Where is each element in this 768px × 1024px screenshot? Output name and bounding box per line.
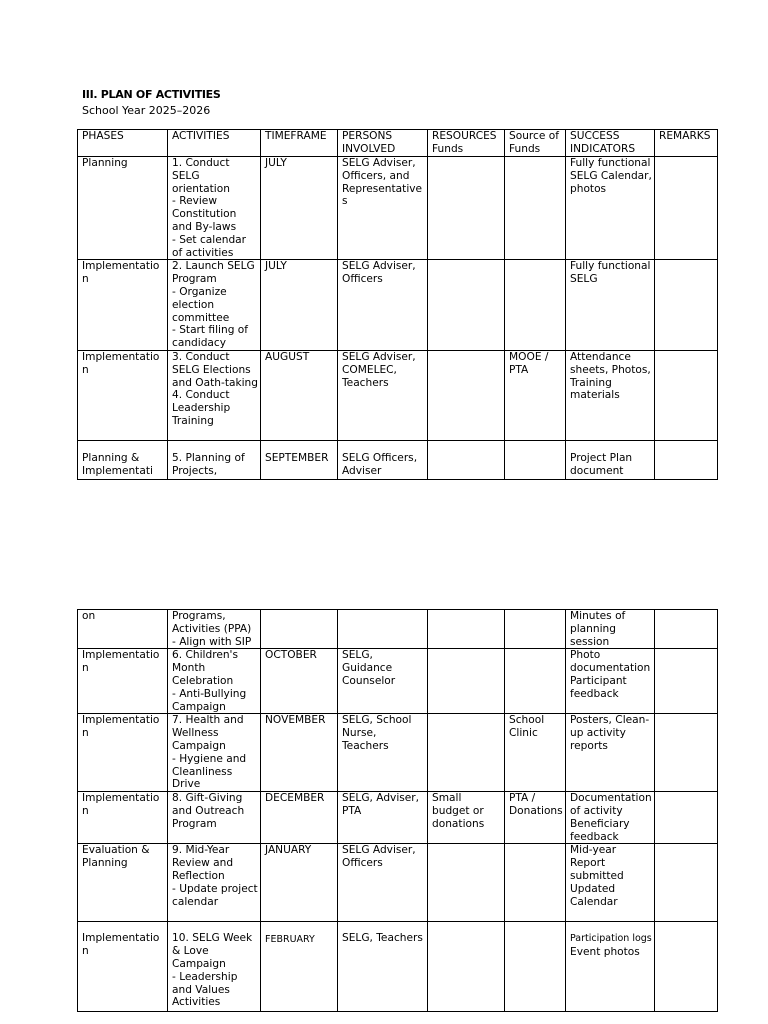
persons-cell: SELG, Guidance Counselor [338,649,428,714]
phase-cell: Implementation [78,792,168,844]
timeframe-cell: OCTOBER [261,649,338,714]
source-cell [505,157,566,260]
table-row [78,714,718,792]
timeframe-cell: FEBRUARY [261,922,338,1012]
resources-cell [428,844,505,922]
source-cell: PTA / Donations [505,792,566,844]
activity-line: 9. Mid-Year Review and Reflection [172,844,234,882]
phase-cell: Implementation [78,714,168,792]
activities-cell [168,157,261,260]
indicators-cell [566,922,655,1012]
indicators-cell [566,844,655,922]
remarks-cell [655,260,718,351]
activity-line: 10. SELG Week & Love Campaign [172,932,253,970]
indicator-line: Fully functional SELG [570,260,651,286]
indicators-cell [566,610,655,649]
persons-cell: SELG Adviser, COMELEC, Teachers [338,350,428,440]
table-row [78,844,718,922]
remarks-cell [655,844,718,922]
persons-cell: SELG, Teachers [338,922,428,1012]
timeframe-cell [261,610,338,649]
source-cell [505,649,566,714]
activity-line: 1. Conduct SELG orientation [172,157,230,195]
phase-cell: Implementation [78,260,168,351]
resources-cell [428,440,505,479]
activity-line: 4. Conduct Leadership Training [172,389,231,427]
remarks-cell [655,714,718,792]
activity-line: 6. Children's Month Celebration [172,649,238,687]
indicator-line: Documentation of activity [570,792,652,817]
activities-cell [168,350,261,440]
source-cell [505,844,566,922]
persons-cell [338,610,428,649]
remarks-cell [655,610,718,649]
persons-cell: SELG Adviser, Officers, and Representatives [338,157,428,260]
remarks-cell [655,350,718,440]
activities-cell [168,922,261,1012]
resources-cell [428,610,505,649]
timeframe-cell: JULY [261,260,338,351]
activity-line: 7. Health and Wellness Campaign [172,714,244,752]
header-persons-involved: PERSONS INVOLVED [338,130,428,157]
table-row [78,792,718,844]
phase-cell: Planning [78,157,168,260]
header-source-of-funds: Source of Funds [505,130,566,157]
table-row [78,260,718,351]
activity-line: - Hygiene and Cleanliness Drive [172,752,247,791]
timeframe-cell: NOVEMBER [261,714,338,792]
indicators-cell [566,157,655,260]
indicator-line: Event photos [570,946,640,959]
activities-table-page-2 [77,609,718,1012]
activity-line: Programs, Activities (PPA) [172,610,252,635]
activity-line: - Anti-Bullying Campaign [172,687,247,713]
activities-cell [168,649,261,714]
source-cell: School Clinic [505,714,566,792]
resources-cell [428,260,505,351]
activities-cell [168,260,261,351]
activities-cell [168,714,261,792]
indicator-line: Beneficiary feedback [570,817,630,843]
resources-cell [428,714,505,792]
activity-line: - Update project calendar [172,882,258,908]
activity-line: - Organize election committee [172,285,230,324]
remarks-cell [655,440,718,479]
phase-cell: Evaluation & Planning [78,844,168,922]
resources-cell [428,649,505,714]
activities-cell [168,844,261,922]
activities-cell [168,610,261,649]
indicator-line: Project Plan document [570,451,633,477]
source-cell [505,260,566,351]
activity-line: - Review Constitution and By-laws [172,195,237,233]
header-remarks: REMARKS [655,130,718,157]
header-phases: PHASES [78,130,168,157]
indicator-line: Fully functional SELG Calendar, photos [570,157,652,195]
persons-cell: SELG, School Nurse, Teachers [338,714,428,792]
table-row [78,440,718,479]
activity-line: 5. Planning of Projects, [172,451,245,477]
activity-line: - Align with SIP [172,635,252,648]
resources-cell [428,157,505,260]
header-activities: ACTIVITIES [168,130,261,157]
header-resources-funds: RESOURCES Funds [428,130,505,157]
page-title: III. PLAN OF ACTIVITIES [82,88,221,101]
timeframe-cell: AUGUST [261,350,338,440]
source-cell [505,440,566,479]
table-row [78,649,718,714]
phase-cell: Implementation [78,922,168,1012]
remarks-cell [655,649,718,714]
activities-cell [168,440,261,479]
activity-line: - Start filing of candidacy [172,324,249,350]
remarks-cell [655,157,718,260]
persons-cell: SELG Adviser, Officers [338,260,428,351]
resources-cell: Small budget or donations [428,792,505,844]
persons-cell: SELG Adviser, Officers [338,844,428,922]
indicators-cell [566,792,655,844]
source-cell [505,922,566,1012]
indicator-line: Participation logs [570,933,652,945]
activity-line: 8. Gift-Giving and Outreach Program [172,792,245,830]
activity-line: 3. Conduct SELG Elections and Oath-taking [172,350,258,389]
indicators-cell [566,260,655,351]
indicators-cell [566,350,655,440]
table-row [78,610,718,649]
school-year-subtitle: School Year 2025–2026 [82,104,211,117]
remarks-cell [655,792,718,844]
indicator-line: Participant feedback [570,674,627,700]
indicators-cell [566,649,655,714]
persons-cell: SELG Officers, Adviser [338,440,428,479]
activities-cell [168,792,261,844]
indicator-line: Photo documentation [570,649,651,675]
timeframe-cell: SEPTEMBER [261,440,338,479]
phase-cell: on [78,610,168,649]
indicator-line: Mid-year Report submitted [570,844,624,882]
source-cell: MOOE / PTA [505,350,566,440]
indicator-line: Posters, Clean-up activity reports [570,714,650,752]
timeframe-cell: JANUARY [261,844,338,922]
activities-table-page-1 [77,129,718,480]
persons-cell: SELG, Adviser, PTA [338,792,428,844]
activity-line: - Leadership and Values Activities [172,970,238,1009]
phase-cell: Implementation [78,350,168,440]
table-row [78,157,718,260]
indicator-line: Updated Calendar [570,882,618,908]
activity-line: - Set calendar of activities [172,233,247,259]
phase-cell: Planning & Implementati [78,440,168,479]
indicators-cell [566,714,655,792]
source-cell [505,610,566,649]
activity-line: 2. Launch SELG Program [172,260,255,286]
header-success-indicators: SUCCESS INDICATORS [566,130,655,157]
indicators-cell [566,440,655,479]
indicator-line: Minutes of planning session [570,610,626,648]
header-timeframe: TIMEFRAME [261,130,338,157]
table-row [78,350,718,440]
table-header-row [78,130,718,157]
resources-cell [428,350,505,440]
resources-cell [428,922,505,1012]
indicator-line: Attendance sheets, Photos, Training materials [570,350,651,402]
table-row [78,922,718,1012]
phase-cell: Implementation [78,649,168,714]
timeframe-cell: DECEMBER [261,792,338,844]
timeframe-cell: JULY [261,157,338,260]
remarks-cell [655,922,718,1012]
